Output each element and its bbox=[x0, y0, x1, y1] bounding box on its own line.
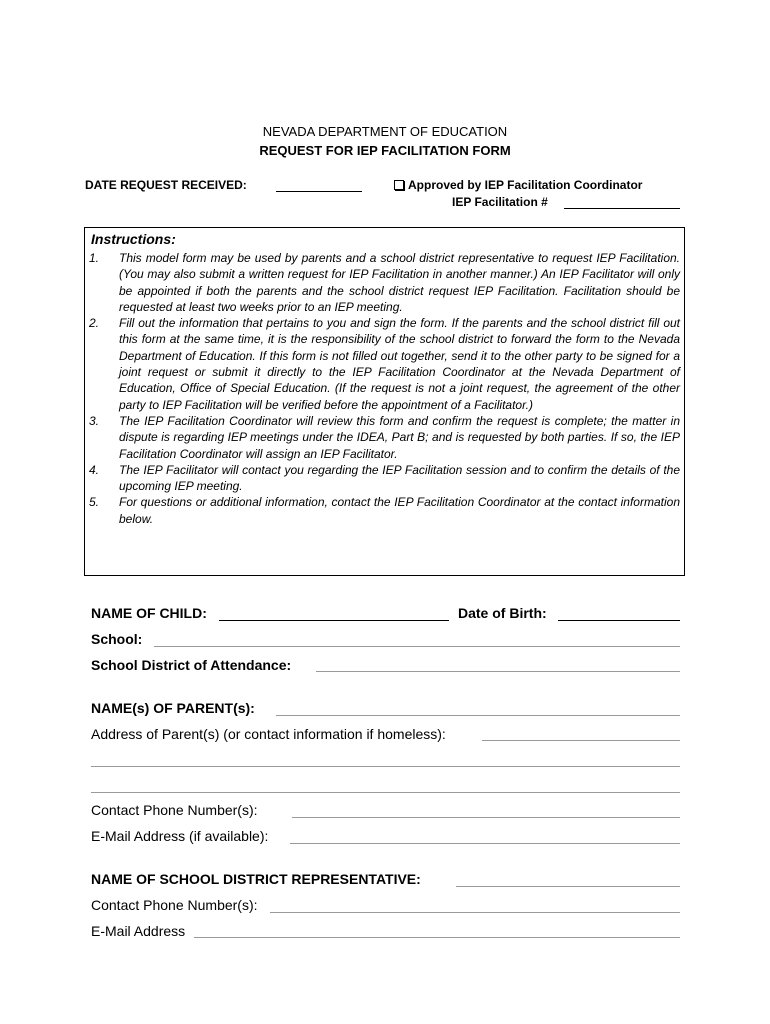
instructions-list bbox=[89, 250, 680, 527]
list-item-number: 2. bbox=[89, 316, 100, 331]
school-label: School: bbox=[91, 631, 143, 647]
district-rep-phone-label: Contact Phone Number(s): bbox=[91, 897, 258, 913]
list-item-number: 5. bbox=[89, 495, 100, 510]
district-rep-email-label: E-Mail Address bbox=[91, 923, 186, 939]
list-item-text: For questions or additional information, contact the IEP Facilitation Coordinator at the contact information below. bbox=[119, 495, 680, 526]
district-rep-email-field[interactable] bbox=[194, 937, 680, 938]
list-item-text: The IEP Facilitator will contact you regarding the IEP Facilitation session and to confirm the details of the upcoming IEP meeting. bbox=[119, 462, 680, 494]
list-item bbox=[89, 413, 680, 462]
child-name-field[interactable] bbox=[219, 620, 449, 621]
list-item-text: Fill out the information that pertains to you and sign the form. If the parents and the school district fill out this form at the same time, it is the responsibility of the school district to forward the form to the Nevada Department of Education. If this form is not filled out together, send it to the other party to be signed for a joint request or submit it directly to the IEP Facilitation Coordinator at the Nevada Department of Education, Office of Special Education. (If the request is not a joint request, the agreement of the other party to IEP Facilitation will be verified before the appointment of a Facilitator.) bbox=[119, 316, 680, 412]
facilitation-number-field[interactable] bbox=[564, 208, 680, 209]
approved-checkbox[interactable] bbox=[394, 180, 404, 190]
list-item bbox=[89, 250, 680, 315]
district-field[interactable] bbox=[316, 671, 680, 672]
parent-email-label: E-Mail Address (if available): bbox=[91, 828, 269, 844]
list-item bbox=[89, 462, 680, 495]
district-rep-label: NAME OF SCHOOL DISTRICT REPRESENTATIVE: bbox=[91, 871, 421, 887]
district-rep-phone-field[interactable] bbox=[270, 912, 680, 913]
list-item-text: This model form may be used by parents and a school district representative to request IEP Facilitation. (You may also submit a written request for IEP Facilitation in another manner.) An IEP Facilitator will only be appointed if both the parents and the school district request IEP Facilitation. Facilitation should be requested at least two weeks prior to an IEP meeting. bbox=[119, 251, 680, 314]
list-item bbox=[89, 315, 680, 413]
list-item bbox=[89, 494, 680, 527]
parent-address-label: Address of Parent(s) (or contact information if homeless): bbox=[91, 726, 446, 742]
approved-label: Approved by IEP Facilitation Coordinator bbox=[408, 178, 643, 192]
parent-address-field[interactable] bbox=[482, 740, 680, 741]
parent-name-label: NAME(s) OF PARENT(s): bbox=[91, 700, 255, 716]
district-label: School District of Attendance: bbox=[91, 657, 292, 673]
parent-address-line-2[interactable] bbox=[91, 766, 680, 767]
date-received-field[interactable] bbox=[276, 191, 362, 192]
date-received-label: DATE REQUEST RECEIVED: bbox=[85, 178, 247, 192]
parent-phone-field[interactable] bbox=[292, 817, 680, 818]
instructions-title: Instructions: bbox=[91, 231, 176, 247]
dob-field[interactable] bbox=[558, 620, 680, 621]
parent-email-field[interactable] bbox=[290, 843, 680, 844]
form-title: REQUEST FOR IEP FACILITATION FORM bbox=[259, 143, 511, 158]
dob-label: Date of Birth: bbox=[458, 605, 547, 621]
facilitation-number-label: IEP Facilitation # bbox=[452, 195, 548, 209]
parent-name-field[interactable] bbox=[276, 715, 680, 716]
parent-address-line-3[interactable] bbox=[91, 792, 680, 793]
list-item-number: 3. bbox=[89, 413, 100, 428]
district-rep-field[interactable] bbox=[456, 886, 680, 887]
org-name: NEVADA DEPARTMENT OF EDUCATION bbox=[262, 124, 508, 139]
child-name-label: NAME OF CHILD: bbox=[91, 605, 207, 621]
list-item-number: 4. bbox=[89, 462, 100, 477]
approved-line bbox=[394, 178, 642, 192]
school-field[interactable] bbox=[154, 646, 680, 647]
list-item-text: The IEP Facilitation Coordinator will review this form and confirm the request is complete; the matter in dispute is regarding IEP meetings under the IDEA, Part B; and is requested by both parties. If so, the IEP Facilitation Coordinator will assign an IEP Facilitator. bbox=[119, 413, 680, 461]
list-item-number: 1. bbox=[89, 251, 100, 265]
parent-phone-label: Contact Phone Number(s): bbox=[91, 802, 258, 818]
